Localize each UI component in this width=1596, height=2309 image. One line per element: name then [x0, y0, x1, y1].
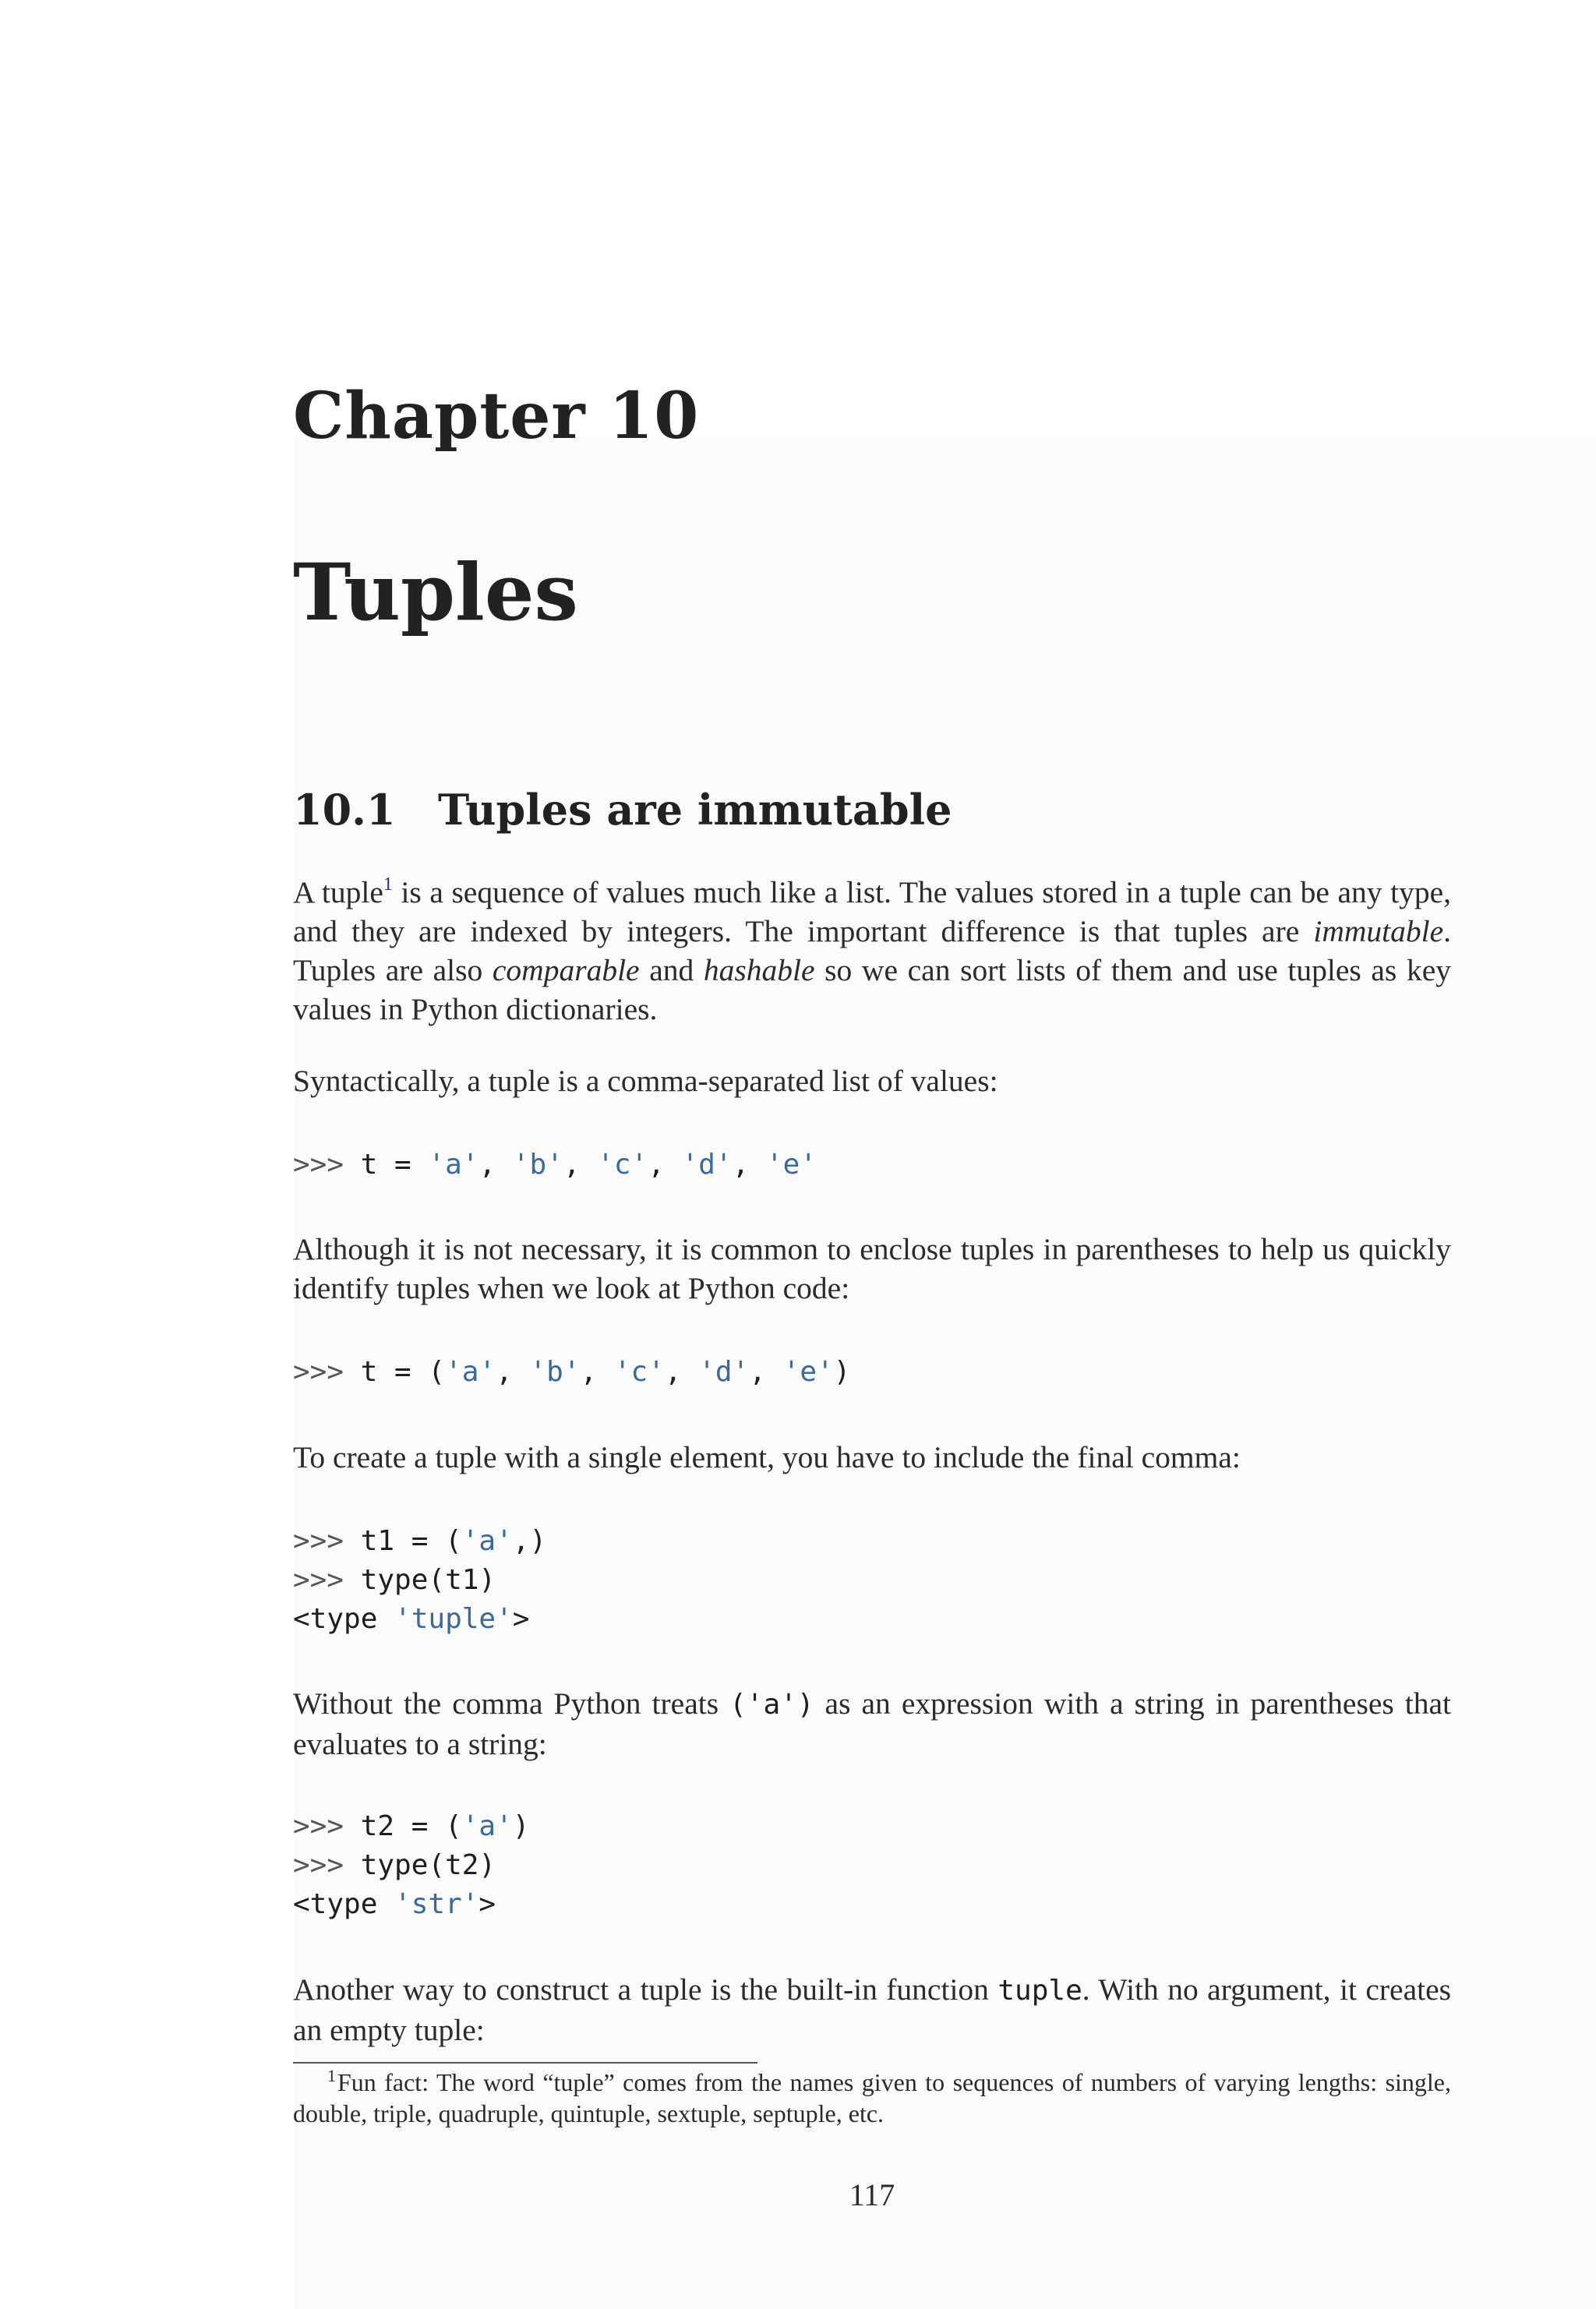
code-string: 'e': [765, 1149, 817, 1181]
code-token: t1 = (: [360, 1525, 462, 1557]
chapter-label: Chapter 10: [293, 379, 700, 454]
intro-paragraph: [293, 873, 1451, 1029]
code-line: [293, 1885, 529, 1924]
emphasis-immutable: immutable: [1313, 914, 1444, 948]
footnote: [293, 2067, 1451, 2129]
code-prompt: >>>: [293, 1149, 361, 1181]
code-token: >: [512, 1603, 530, 1635]
code-prompt: >>>: [293, 1564, 361, 1596]
code-prompt: >>>: [293, 1810, 361, 1842]
text-run: Without the comma Python treats: [293, 1686, 730, 1721]
section-heading: [293, 782, 952, 837]
tuple-function-paragraph: [293, 1970, 1451, 2050]
footnote-text: Fun fact: The word “tuple” comes from the names given to sequences of numbers of varying lengths: single, double, triple, quadruple, quintuple, sextuple, septuple, etc.: [293, 2068, 1451, 2127]
inline-code: tuple: [998, 1975, 1082, 2007]
chapter-title: Tuples: [293, 546, 578, 638]
code-line: [293, 1353, 850, 1392]
syntax-paragraph: Syntactically, a tuple is a comma-separated list of values:: [293, 1064, 998, 1098]
code-string: 'a': [428, 1149, 479, 1181]
text-run: . Tuples are also: [293, 914, 1451, 987]
code-prompt: >>>: [293, 1525, 361, 1557]
code-token: ,): [512, 1525, 547, 1557]
emphasis-comparable: comparable: [492, 953, 640, 987]
code-token: ,: [648, 1149, 682, 1181]
code-token: ,: [749, 1356, 783, 1388]
code-token: ,: [563, 1149, 598, 1181]
code-token: t = (: [360, 1356, 446, 1388]
code-line: [293, 1846, 529, 1885]
parentheses-paragraph: Although it is not necessary, it is common to enclose tuples in parentheses to help us quickly identify tuples when we look at Python code:: [293, 1232, 1451, 1305]
code-string: 'b': [512, 1149, 563, 1181]
code-line: [293, 1807, 529, 1846]
code-token: <type: [293, 1888, 395, 1920]
code-string: 'a': [461, 1810, 513, 1842]
code-token: ,: [478, 1149, 513, 1181]
code-token: ): [512, 1810, 530, 1842]
code-string: 'd': [698, 1356, 750, 1388]
code-block-tuple-parens: [293, 1353, 850, 1392]
code-string: 'd': [681, 1149, 733, 1181]
code-token: type(t2): [360, 1849, 496, 1881]
section-number: 10.1: [293, 785, 396, 835]
inline-code: ('a'): [729, 1689, 814, 1721]
code-token: >: [478, 1888, 496, 1920]
text-run: . With no argument, it creates an empty tuple:: [293, 1972, 1451, 2047]
footnote-mark: 1: [327, 2066, 336, 2085]
code-line: [293, 1561, 546, 1600]
code-token: t =: [360, 1149, 429, 1181]
code-block-tuple-literal: [293, 1146, 817, 1185]
text-run: as an expression with a string in parentheses that evaluates to a string:: [293, 1686, 1451, 1761]
code-token: ,: [732, 1149, 766, 1181]
emphasis-hashable: hashable: [703, 953, 815, 987]
text-run: Another way to construct a tuple is the built-in function: [293, 1972, 998, 2007]
code-block-single-element: [293, 1522, 546, 1639]
page-number: 117: [849, 2177, 895, 2212]
text-run: is a sequence of values much like a list. The values stored in a tuple can be any type, and they are indexed by integers. The important difference is that tuples are: [293, 875, 1451, 948]
code-token: ,: [664, 1356, 699, 1388]
code-line: [293, 1600, 546, 1639]
code-token: ,: [496, 1356, 530, 1388]
code-token: <type: [293, 1603, 395, 1635]
code-string: 'str': [394, 1888, 479, 1920]
code-token: type(t1): [360, 1564, 496, 1596]
code-string: 'c': [613, 1356, 665, 1388]
code-string: 'tuple': [394, 1603, 513, 1635]
code-token: ): [833, 1356, 851, 1388]
code-string: 'a': [461, 1525, 513, 1557]
code-string: 'a': [445, 1356, 496, 1388]
code-prompt: >>>: [293, 1849, 361, 1881]
text-run: A tuple: [293, 875, 383, 909]
text-run: and: [639, 953, 704, 987]
code-string: 'b': [529, 1356, 581, 1388]
code-token: ,: [580, 1356, 614, 1388]
single-element-paragraph: To create a tuple with a single element, you have to include the final comma:: [293, 1440, 1241, 1474]
text-run: so we can sort lists of them and use tuples as key values in Python dictionaries.: [293, 953, 1451, 1026]
section-title: Tuples are immutable: [438, 785, 952, 835]
code-line: [293, 1146, 817, 1185]
footnote-divider: [293, 2062, 757, 2064]
code-string: 'c': [597, 1149, 648, 1181]
code-block-string-parens: [293, 1807, 529, 1924]
without-comma-paragraph: [293, 1684, 1451, 1764]
code-token: t2 = (: [360, 1810, 462, 1842]
code-line: [293, 1522, 546, 1561]
code-prompt: >>>: [293, 1356, 361, 1388]
code-string: 'e': [782, 1356, 834, 1388]
footnote-reference[interactable]: 1: [383, 874, 393, 895]
